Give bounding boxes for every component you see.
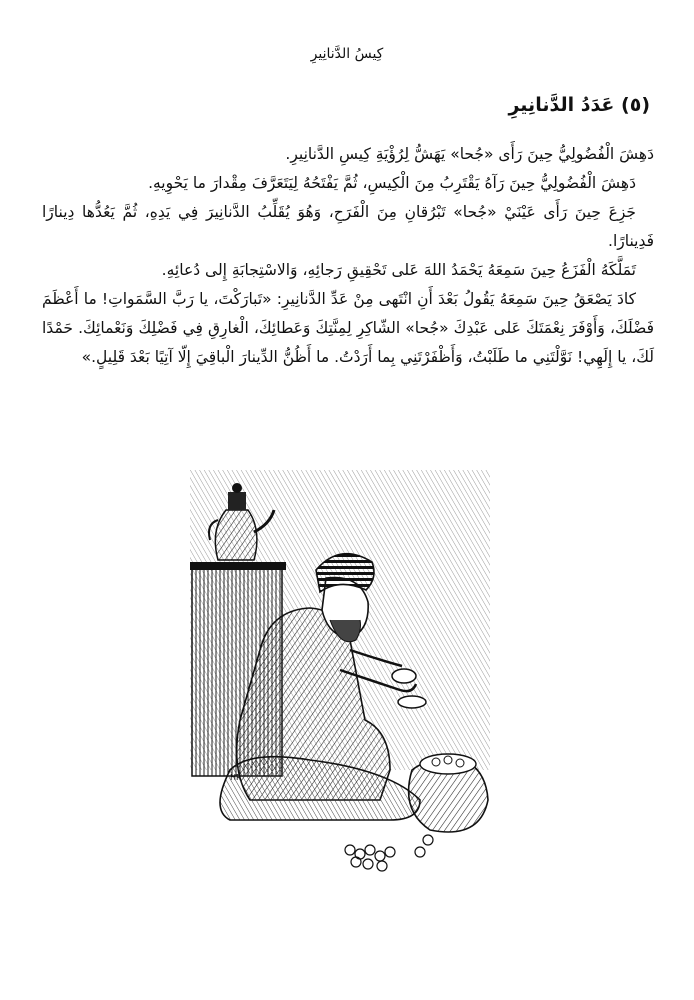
- paragraph-1: دَهِشَ الْفُضُولِيُّ حِينَ رَأَى «جُحا» يَهَشُّ لِرُؤْيَةِ كِيسِ الدَّنانِيرِ.: [285, 145, 654, 163]
- paragraph-5: كادَ يَصْعَقُ حِينَ سَمِعَهُ يَقُولُ بَعْدَ أَنِ انْتَهى مِنْ عَدِّ الدَّنانِيرِ: «تَبارَكْتَ، يا رَبَّ السَّمَواتِ! ما أَعْظَمَ فَضْلَكَ، وَأَوْفَرَ نِعْمَتَكَ عَلى عَبْدِكَ «جُحا» الشّاكِرِ لِمِنَّتِكَ وَعَطائِكَ، الْغارِقِ فِي فَضْلِكَ وَنَعْمائِكَ. حَمْدًا لَكَ، يا إِلَهِي! نَوَّلْتَنِي ما طَلَبْتُ، وَأَظْفَرْتَنِي بِما أَرَدْتُ. ما أَظُنُّ الدِّينارَ الْباقِيَ إِلّا آتِيًا بَعْدَ قَلِيلٍ.»: [42, 290, 654, 366]
- paragraph-4: تَمَلَّكَهُ الْفَزَعُ حِينَ سَمِعَهُ يَحْمَدُ اللهَ عَلى تَحْقِيقِ رَجائِهِ، وَالاسْتِجابَةِ إِلى دُعائِهِ.: [161, 261, 636, 279]
- paragraph-3: جَزِعَ حِينَ رَأَى عَيْنَيْ «جُحا» تَبْرُقانِ مِنَ الْفَرَحِ، وَهُوَ يُقَلِّبُ الدَّنانِيرَ فِي يَدِهِ، ثُمَّ يَعُدُّها دِينارًا فَدِينارًا.: [42, 203, 654, 250]
- chapter-title: (٥) عَدَدُ الدَّنانِيرِ: [508, 94, 650, 116]
- artist-signature: HR: [230, 773, 242, 782]
- running-header: كِيسُ الدَّنانِيرِ: [310, 46, 384, 62]
- paragraph-2: دَهِشَ الْفُضُولِيُّ حِينَ رَآهُ يَقْتَرِبُ مِنَ الْكِيسِ، ثُمَّ يَفْتَحُهُ لِيَتَعَرَّفَ مِقْدارَ ما يَحْوِيهِ.: [148, 174, 636, 192]
- money-bag: [409, 754, 488, 832]
- illustration: [190, 470, 490, 902]
- body-text: [42, 140, 654, 372]
